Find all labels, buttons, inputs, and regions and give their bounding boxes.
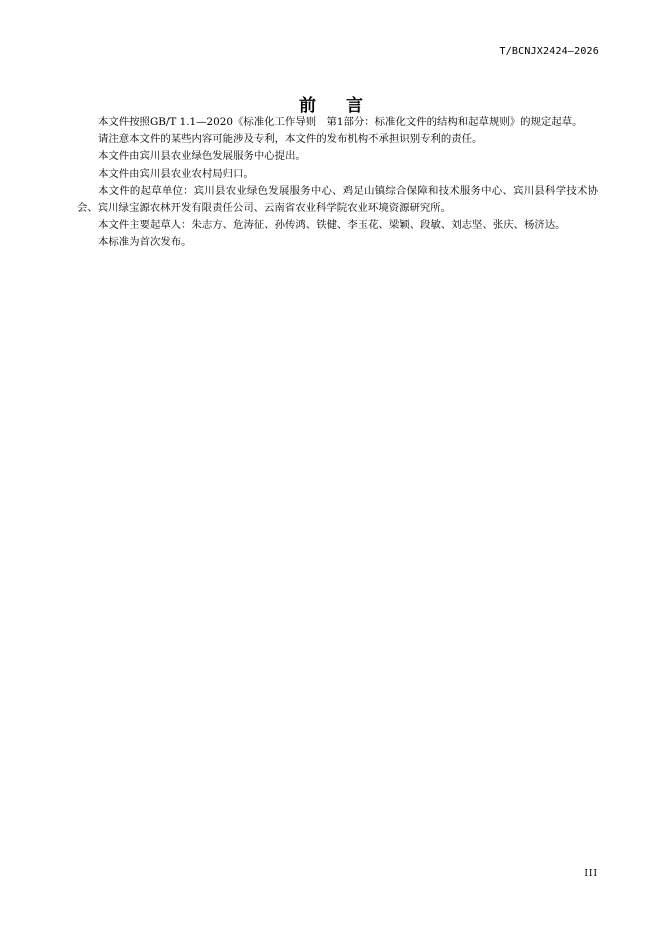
foreword-body: [77, 114, 598, 252]
page-title: 前 言: [299, 96, 375, 116]
paragraph-patent-notice: 请注意本文件的某些内容可能涉及专利，本文件的发布机构不承担识别专利的责任。: [98, 133, 483, 146]
paragraph-drafting-rules: 本文件按照GB/T 1.1—2020《标准化工作导则 第1部分：标准化文件的结构和起草规则》的规定起草。: [98, 116, 583, 128]
paragraph-administrator: 本文件由宾川县农业农村局归口。: [98, 167, 254, 180]
paragraph-drafters: 本文件主要起草人：朱志方、危涛征、孙传鸿、铁健、李玉花、梁颖、段敏、刘志坚、张庆、杨济达。: [98, 219, 566, 232]
document-code: T/BCNJX2424—2026: [499, 46, 599, 57]
page-number: III: [584, 869, 598, 879]
paragraph-drafting-units: 本文件的起草单位：宾川县农业绿色发展服务中心、鸡足山镇综合保障和技术服务中心、宾川县科学技术协会、宾川绿宝源农林开发有限责任公司、云南省农业科学院农业环境资源研究所。: [77, 184, 598, 215]
paragraph-first-release: 本标准为首次发布。: [98, 236, 192, 249]
paragraph-proposer: 本文件由宾川县农业绿色发展服务中心提出。: [98, 150, 306, 163]
